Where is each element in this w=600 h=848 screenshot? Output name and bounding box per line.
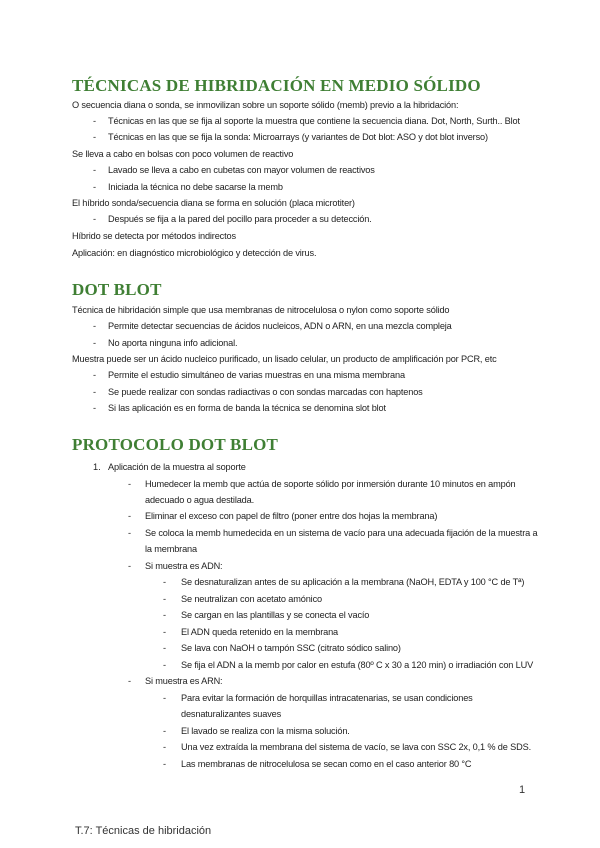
list-item: El lavado se realiza con la misma solución.	[181, 726, 350, 736]
page-footer: T.7: Técnicas de hibridación	[75, 825, 212, 837]
list-item: Técnicas en las que se fija la sonda: Microarrays (y variantes de Dot blot: ASO y dot blot inverso)	[108, 132, 488, 142]
list-item: Se desnaturalizan antes de su aplicación a la membrana (NaOH, EDTA y 100 °C de Tª)	[181, 577, 525, 587]
list-item-continuation: desnaturalizantes suaves	[181, 709, 282, 719]
list-item: Aplicación de la muestra al soporte	[108, 462, 246, 472]
list-dash: -	[93, 403, 97, 413]
list-item: El ADN queda retenido en la membrana	[181, 627, 339, 637]
list-dash: -	[163, 643, 167, 653]
list-dash: -	[163, 726, 167, 736]
list-number: 1.	[93, 462, 101, 472]
list-dash: -	[163, 660, 167, 670]
list-item-continuation: adecuado o agua destilada.	[145, 495, 254, 505]
list-item: Después se fija a la pared del pocillo para proceder a su detección.	[108, 214, 372, 224]
list-item: Una vez extraída la membrana del sistema de vacío, se lava con SSC 2x, 0,1 % de SDS.	[181, 742, 531, 752]
list-item: Eliminar el exceso con papel de filtro (poner entre dos hojas la membrana)	[145, 511, 438, 521]
list-item: Se cargan en las plantillas y se conecta el vacío	[181, 610, 370, 620]
list-dash: -	[163, 610, 167, 620]
list-dash: -	[128, 561, 132, 571]
paragraph: Técnica de hibridación simple que usa membranas de nitrocelulosa o nylon como soporte sólido	[72, 305, 450, 315]
list-item: Iniciada la técnica no debe sacarse la memb	[108, 182, 283, 192]
list-item: Si muestra es ADN:	[145, 561, 223, 571]
list-dash: -	[93, 214, 97, 224]
paragraph: Se lleva a cabo en bolsas con poco volumen de reactivo	[72, 149, 294, 159]
list-item: Se lava con NaOH o tampón SSC (citrato sódico salino)	[181, 643, 401, 653]
list-item: Técnicas en las que se fija al soporte la muestra que contiene la secuencia diana. Dot, North, Surth.. Blot	[108, 116, 520, 126]
paragraph: El híbrido sonda/secuencia diana se forma en solución (placa microtiter)	[72, 198, 355, 208]
list-item: Si las aplicación es en forma de banda la técnica se denomina slot blot	[108, 403, 386, 413]
list-dash: -	[128, 479, 132, 489]
list-item: Permite el estudio simultáneo de varias muestras en una misma membrana	[108, 370, 405, 380]
list-dash: -	[93, 132, 97, 142]
list-item: Permite detectar secuencias de ácidos nucleicos, ADN o ARN, en una mezcla compleja	[108, 321, 452, 331]
section-title-dotblot: DOT BLOT	[72, 280, 162, 299]
list-item: Si muestra es ARN:	[145, 676, 223, 686]
list-dash: -	[163, 693, 167, 703]
list-item-continuation: la membrana	[145, 544, 197, 554]
list-item: Las membranas de nitrocelulosa se secan como en el caso anterior 80 °C	[181, 759, 472, 769]
list-item: Humedecer la memb que actúa de soporte sólido por inmersión durante 10 minutos en ampón	[145, 479, 516, 489]
list-dash: -	[128, 676, 132, 686]
list-dash: -	[128, 511, 132, 521]
list-item: Lavado se lleva a cabo en cubetas con mayor volumen de reactivos	[108, 165, 375, 175]
paragraph: O secuencia diana o sonda, se inmovilizan sobre un soporte sólido (memb) previo a la hibridación:	[72, 100, 459, 110]
list-dash: -	[93, 387, 97, 397]
list-dash: -	[163, 742, 167, 752]
list-dash: -	[93, 370, 97, 380]
list-item: Se fija el ADN a la memb por calor en estufa (80º C x 30 a 120 min) o irradiación con LUV	[181, 660, 534, 670]
list-item: Se neutralizan con acetato amónico	[181, 594, 322, 604]
list-dash: -	[163, 594, 167, 604]
list-dash: -	[93, 116, 97, 126]
list-dash: -	[93, 165, 97, 175]
list-dash: -	[163, 759, 167, 769]
page-number: 1	[519, 784, 526, 796]
list-dash: -	[163, 577, 167, 587]
list-item: Se coloca la memb humedecida en un sistema de vacío para una adecuada fijación de la muestra a	[145, 528, 538, 538]
section-title-protocolo: PROTOCOLO DOT BLOT	[72, 435, 279, 454]
list-dash: -	[163, 627, 167, 637]
list-dash: -	[93, 338, 97, 348]
list-dash: -	[93, 321, 97, 331]
list-item: Se puede realizar con sondas radiactivas o con sondas marcadas con haptenos	[108, 387, 423, 397]
paragraph: Aplicación: en diagnóstico microbiológico y detección de virus.	[72, 248, 317, 258]
section-title-tecnicas: TÉCNICAS DE HIBRIDACIÓN EN MEDIO SÓLIDO	[72, 76, 481, 95]
list-dash: -	[128, 528, 132, 538]
list-dash: -	[93, 182, 97, 192]
paragraph: Muestra puede ser un ácido nucleico purificado, un lisado celular, un producto de amplificación por PCR, etc	[72, 354, 497, 364]
list-item: Para evitar la formación de horquillas intracatenarias, se usan condiciones	[181, 693, 473, 703]
list-item: No aporta ninguna info adicional.	[108, 338, 238, 348]
paragraph: Híbrido se detecta por métodos indirectos	[72, 231, 236, 241]
